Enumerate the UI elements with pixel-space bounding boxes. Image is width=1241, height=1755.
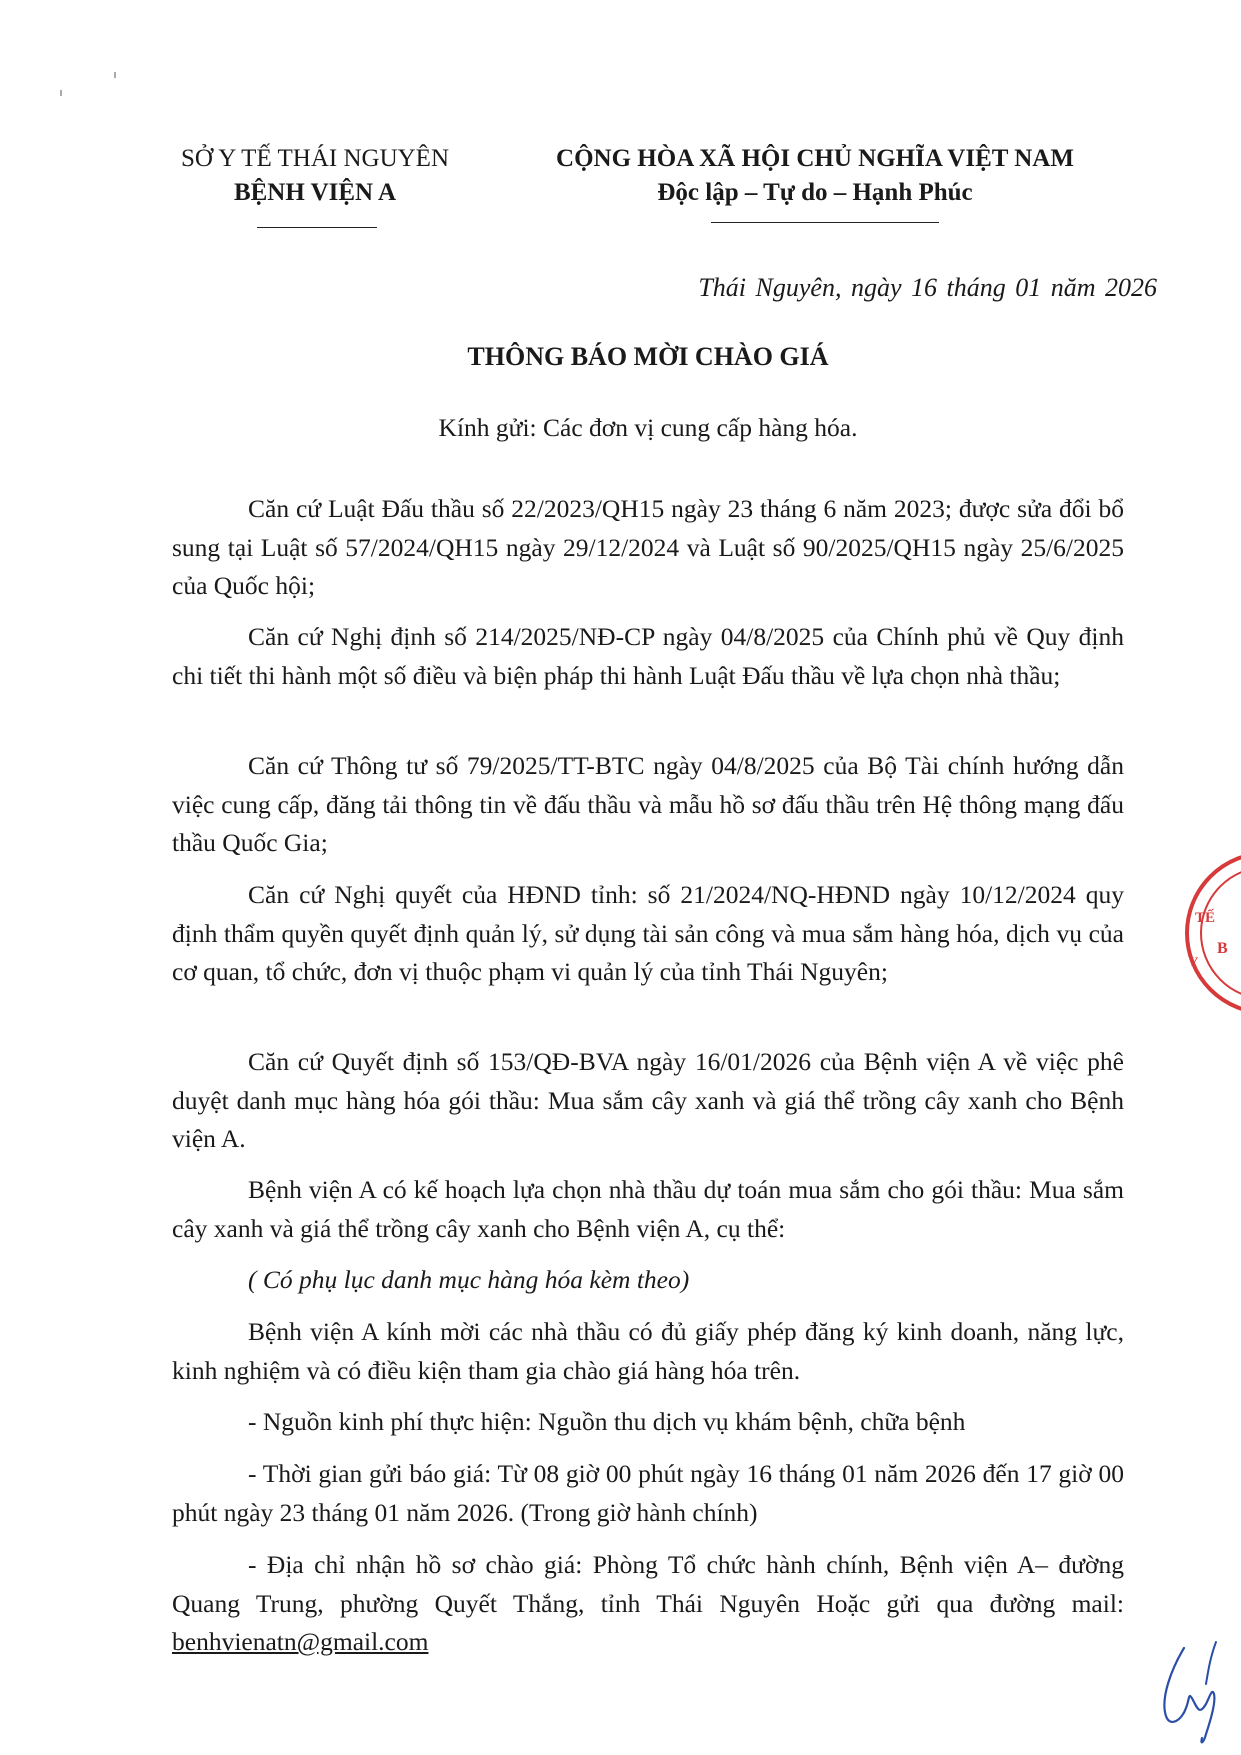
official-stamp [1185,848,1241,1018]
date-line: Thái Nguyên, ngày 16 tháng 01 năm 2026 [698,273,1157,302]
legal-basis-paragraph-4: Căn cứ Nghị quyết của HĐND tỉnh: số 21/2024/NQ-HĐND ngày 10/12/2024 quy định thẩm quyền quyết định quản lý, sử dụng tài sản công và mua sắm hàng hóa, dịch vụ của cơ quan, tổ chức, đơn vị thuộc phạm vi quản lý của tỉnh Thái Nguyên; [172,880,1124,986]
signature-icon [1150,1638,1230,1748]
nation-block [520,142,1110,210]
stamp-seal-icon [1185,848,1241,1018]
plan-paragraph: Bệnh viện A có kế hoạch lựa chọn nhà thầu dự toán mua sắm cho gói thầu: Mua sắm cây xanh và giá thể trồng cây xanh cho Bệnh viện A, cụ thể: [172,1175,1124,1243]
agency-parent-name: SỞ Y TẾ THÁI NGUYÊN [180,145,450,172]
nation-motto: Độc lập – Tự do – Hạnh Phúc [657,179,973,206]
svg-text:Y: Y [1189,954,1199,969]
invitation-paragraph: Bệnh viện A kính mời các nhà thầu có đủ giấy phép đăng ký kinh doanh, năng lực, kinh nghiệm và có điều kiện tham gia chào giá hàng hóa trên. [172,1317,1124,1385]
svg-text:TẾ: TẾ [1195,910,1216,926]
scan-speck [114,72,116,78]
submission-time-paragraph: - Thời gian gửi báo giá: Từ 08 giờ 00 phút ngày 16 tháng 01 năm 2026 đến 17 giờ 00 phút ngày 23 tháng 01 năm 2026. (Trong giờ hành chính) [172,1459,1124,1527]
legal-basis-paragraph-3: Căn cứ Thông tư số 79/2025/TT-BTC ngày 04/8/2025 của Bộ Tài chính hướng dẫn việc cung cấp, đăng tải thông tin về đấu thầu và mẫu hồ sơ đấu thầu trên Hệ thông mạng đấu thầu Quốc Gia; [172,751,1124,857]
scan-speck [60,90,62,96]
svg-text:B: B [1217,940,1228,957]
funding-source-line: - Nguồn kinh phí thực hiện: Nguồn thu dịch vụ khám bệnh, chữa bệnh [248,1407,966,1436]
submission-address-paragraph [172,1546,1124,1662]
submission-address-text: - Địa chỉ nhận hồ sơ chào giá: Phòng Tổ chức hành chính, Bệnh viện A– đường Quang Trung, phường Quyết Thắng, tỉnh Thái Nguyên Hoặc gửi qua đường mail: [172,1550,1124,1618]
legal-basis-paragraph-1: Căn cứ Luật Đấu thầu số 22/2023/QH15 ngày 23 tháng 6 năm 2023; được sửa đổi bổ sung tại Luật số 57/2024/QH15 ngày 29/12/2024 và Luật số 90/2025/QH15 ngày 25/6/2025 của Quốc hội; [172,494,1124,600]
motto-underline [711,222,939,223]
agency-name: BỆNH VIỆN A [233,179,397,206]
contact-email-link[interactable]: benhvienatn@gmail.com [172,1627,429,1656]
agency-block [150,142,480,210]
salutation: Kính gửi: Các đơn vị cung cấp hàng hóa. [438,413,858,442]
legal-basis-paragraph-2: Căn cứ Nghị định số 214/2025/NĐ-CP ngày 04/8/2025 của Chính phủ về Quy định chi tiết thi hành một số điều và biện pháp thi hành Luật Đấu thầu về lựa chọn nhà thầu; [172,622,1124,690]
appendix-note: ( Có phụ lục danh mục hàng hóa kèm theo) [248,1265,690,1294]
document-title: THÔNG BÁO MỜI CHÀO GIÁ [467,342,829,371]
signature-initials [1150,1638,1230,1748]
legal-basis-paragraph-5: Căn cứ Quyết định số 153/QĐ-BVA ngày 16/01/2026 của Bệnh viện A về việc phê duyệt danh mục hàng hóa gói thầu: Mua sắm cây xanh và giá thể trồng cây xanh cho Bệnh viện A. [172,1047,1124,1153]
nation-name: CỘNG HÒA XÃ HỘI CHỦ NGHĨA VIỆT NAM [556,145,1074,172]
agency-underline [257,227,377,228]
